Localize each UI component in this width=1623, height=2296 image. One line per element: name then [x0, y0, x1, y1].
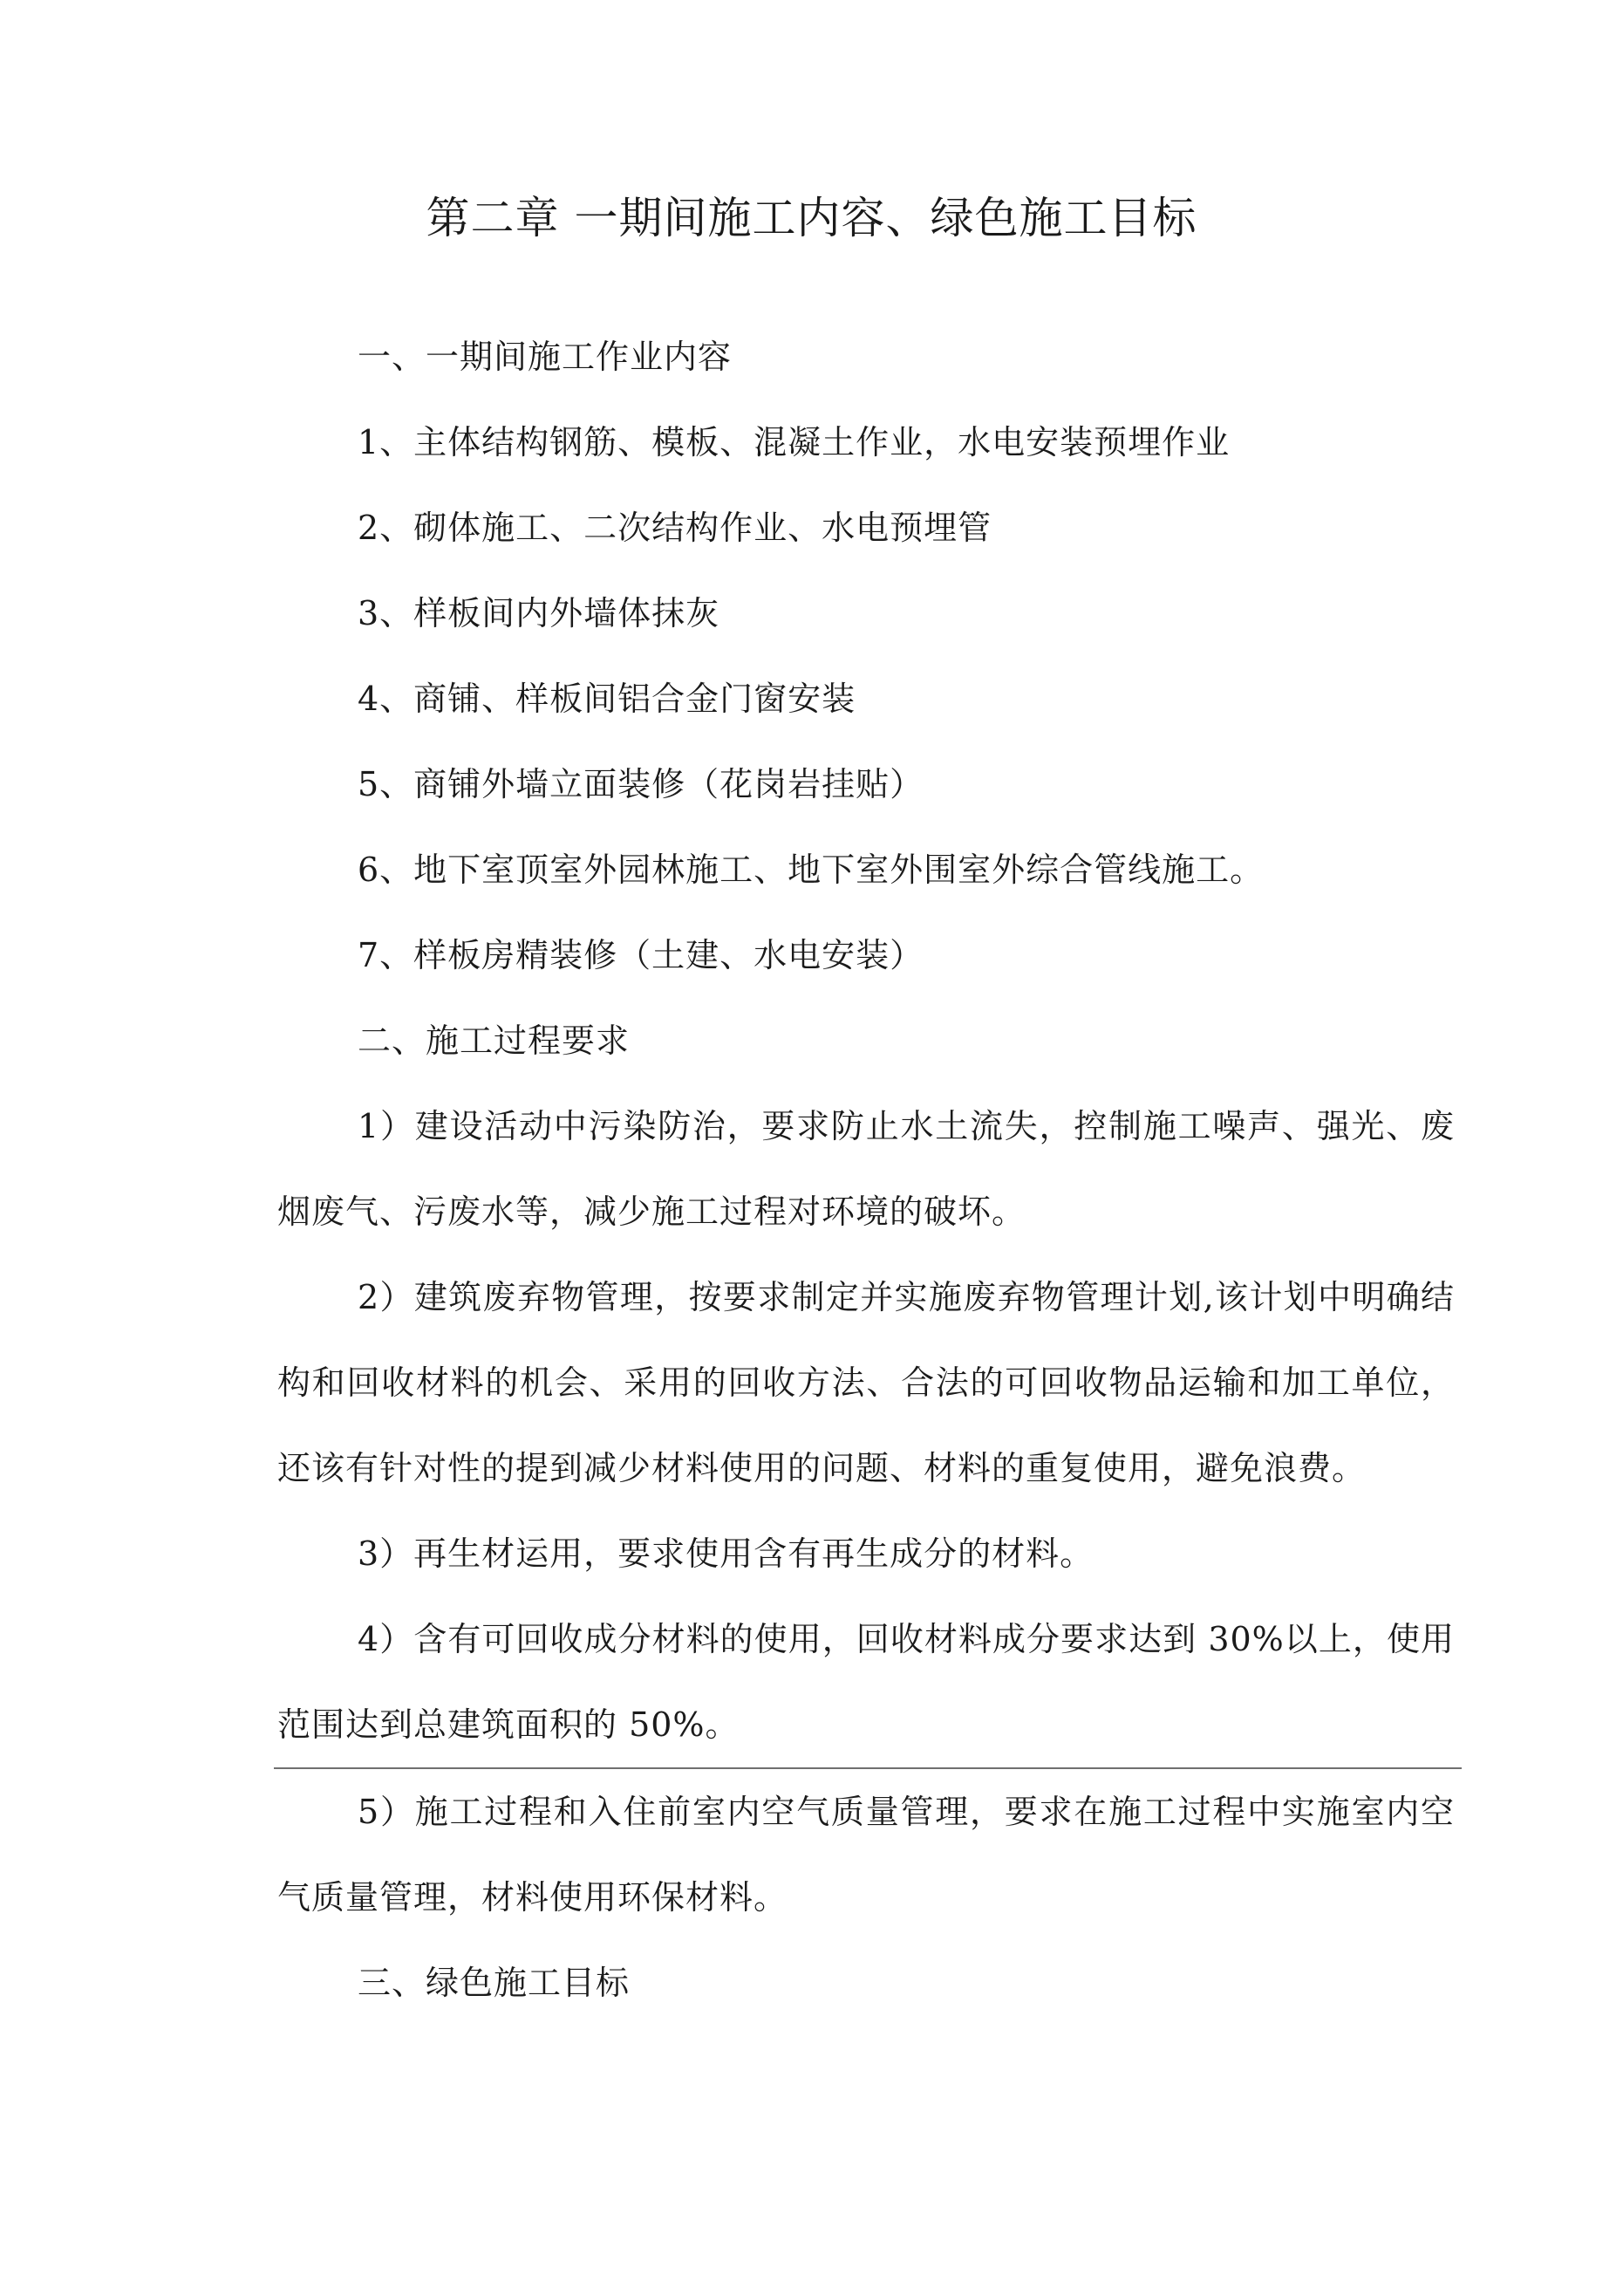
list-item-4: 4、商铺、样板间铝合金门窗安装 [358, 680, 856, 718]
requirement-2: 2）建筑废弃物管理，按要求制定并实施废弃物管理计划,该计划中明确结构和回收材料的机会、采用的回收方法、合法的可回收物品运输和加工单位，还该有针对性的提到减少材料使用的问题、材料的重复使用，避免浪费。 [277, 1278, 1455, 1487]
chapter-title: 第二章 一期间施工内容、绿色施工目标 [426, 193, 1197, 243]
list-item-5: 5、商铺外墙立面装修（花岗岩挂贴） [358, 765, 924, 803]
requirement-3: 3）再生材运用，要求使用含有再生成分的材料。 [358, 1534, 1095, 1573]
section-heading-3: 三、绿色施工目标 [358, 1964, 631, 2002]
list-item-3: 3、样板间内外墙体抹灰 [358, 594, 720, 632]
list-item-6: 6、地下室顶室外园林施工、地下室外围室外综合管线施工。 [358, 851, 1265, 889]
document-body [277, 314, 1455, 2026]
section-heading-2: 二、施工过程要求 [358, 1022, 631, 1060]
requirement-4: 4）含有可回收成分材料的使用，回收材料成分要求达到 30%以上，使用范围达到总建筑面积的 50%。 [277, 1620, 1455, 1744]
list-item-7: 7、样板房精装修（土建、水电安装） [358, 936, 924, 974]
requirement-5: 5）施工过程和入住前室内空气质量管理，要求在施工过程中实施室内空气质量管理，材料使用环保材料。 [277, 1793, 1455, 1917]
section-heading-1: 一、一期间施工作业内容 [358, 338, 733, 376]
list-item-1: 1、主体结构钢筋、模板、混凝土作业，水电安装预埋作业 [358, 423, 1231, 461]
requirement-1: 1）建设活动中污染防治，要求防止水土流失，控制施工噪声、强光、废烟废气、污废水等，减少施工过程对环境的破坏。 [277, 1107, 1455, 1231]
list-item-2: 2、砌体施工、二次结构作业、水电预埋管 [358, 509, 992, 547]
